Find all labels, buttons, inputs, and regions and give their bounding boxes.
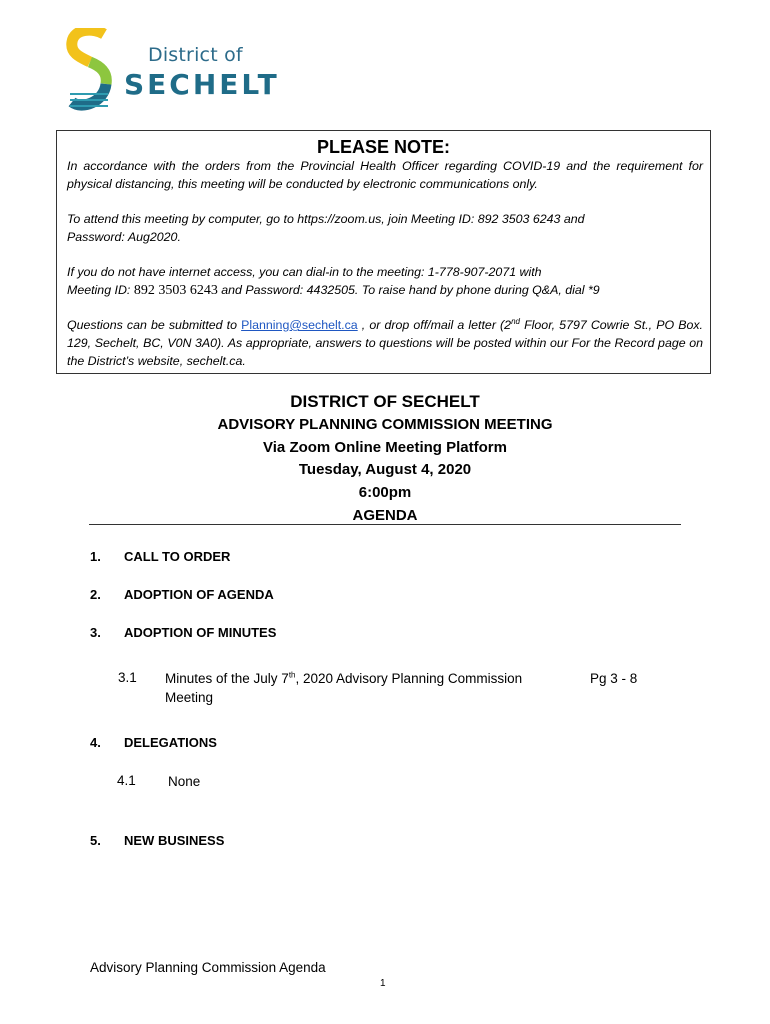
subitem-3-1-sup: th bbox=[288, 670, 296, 680]
notice-paragraph-covid: In accordance with the orders from the Provincial Health Officer regarding COVID-19 and the requirement for physical distancing, this meeting will be conducted by electronic communications only. bbox=[67, 159, 703, 191]
dialin-meeting-id-label: Meeting ID: bbox=[67, 283, 134, 297]
footer-title: Advisory Planning Commission Agenda bbox=[90, 960, 326, 975]
item-4-label: DELEGATIONS bbox=[124, 735, 217, 750]
sechelt-s-logo-icon bbox=[66, 28, 114, 112]
subitem-3-1-text-line2: Meeting bbox=[165, 690, 214, 705]
heading-divider bbox=[89, 524, 681, 525]
heading-org: DISTRICT OF SECHELT bbox=[290, 392, 480, 411]
item-5-label: NEW BUSINESS bbox=[124, 833, 225, 848]
notice-paragraph-dialin bbox=[67, 263, 703, 300]
item-2-number: 2. bbox=[90, 587, 101, 602]
item-1-label: CALL TO ORDER bbox=[124, 549, 231, 564]
planning-email-link[interactable]: Planning@sechelt.ca bbox=[241, 318, 358, 332]
zoom-line-1: To attend this meeting by computer, go to https://zoom.us, join Meeting ID: 892 3503 6243 and bbox=[67, 212, 585, 226]
questions-text-start: Questions can be submitted to bbox=[67, 318, 242, 332]
heading-time: 6:00pm bbox=[358, 484, 412, 501]
dialin-meeting-id: 892 3503 6243 bbox=[133, 283, 218, 298]
dialin-password: and Password: 4432505. To raise hand by phone during Q&A, dial *9 bbox=[217, 283, 600, 297]
subitem-3-1-number: 3.1 bbox=[118, 670, 137, 685]
notice-paragraph-zoom bbox=[67, 210, 703, 246]
subitem-3-1-text-a: Minutes of the July 7 bbox=[165, 671, 289, 686]
item-4-number: 4. bbox=[90, 735, 101, 750]
floor-superscript: nd bbox=[511, 316, 520, 326]
logo-district-of: District of bbox=[148, 44, 243, 66]
notice-paragraph-questions bbox=[67, 316, 703, 370]
page-number: 1 bbox=[380, 978, 386, 989]
subitem-3-1-pages: Pg 3 - 8 bbox=[590, 671, 638, 686]
heading-meeting: ADVISORY PLANNING COMMISSION MEETING bbox=[217, 416, 553, 433]
subitem-4-1-text: None bbox=[168, 774, 201, 789]
item-5-number: 5. bbox=[90, 833, 101, 848]
item-3-number: 3. bbox=[90, 625, 101, 640]
item-2-label: ADOPTION OF AGENDA bbox=[124, 587, 274, 602]
please-note-box bbox=[56, 130, 711, 374]
heading-date: Tuesday, August 4, 2020 bbox=[298, 461, 472, 478]
logo-sechelt: SECHELT bbox=[124, 68, 280, 101]
heading-agenda: AGENDA bbox=[352, 507, 418, 524]
notice-title: PLEASE NOTE: bbox=[316, 137, 450, 157]
subitem-3-1-text bbox=[165, 669, 545, 707]
questions-text-end: Floor, 5797 Cowrie St., PO Box. 129, Sechelt, BC, V0N 3A0). As appropriate, answers to questions will be posted within our For the Record page on the District’s website, sechelt.ca. bbox=[67, 318, 703, 368]
item-1-number: 1. bbox=[90, 549, 101, 564]
subitem-3-1-text-b: , 2020 Advisory Planning Commission bbox=[295, 671, 523, 686]
zoom-line-2: Password: Aug2020. bbox=[67, 230, 181, 244]
heading-platform: Via Zoom Online Meeting Platform bbox=[263, 439, 507, 456]
subitem-4-1-number: 4.1 bbox=[117, 773, 136, 788]
questions-text-mid: , or drop off/mail a letter (2 bbox=[357, 318, 512, 332]
item-3-label: ADOPTION OF MINUTES bbox=[124, 625, 277, 640]
dialin-line-1: If you do not have internet access, you can dial-in to the meeting: 1-778-907-2071 with bbox=[67, 265, 542, 279]
district-logo bbox=[66, 28, 280, 116]
